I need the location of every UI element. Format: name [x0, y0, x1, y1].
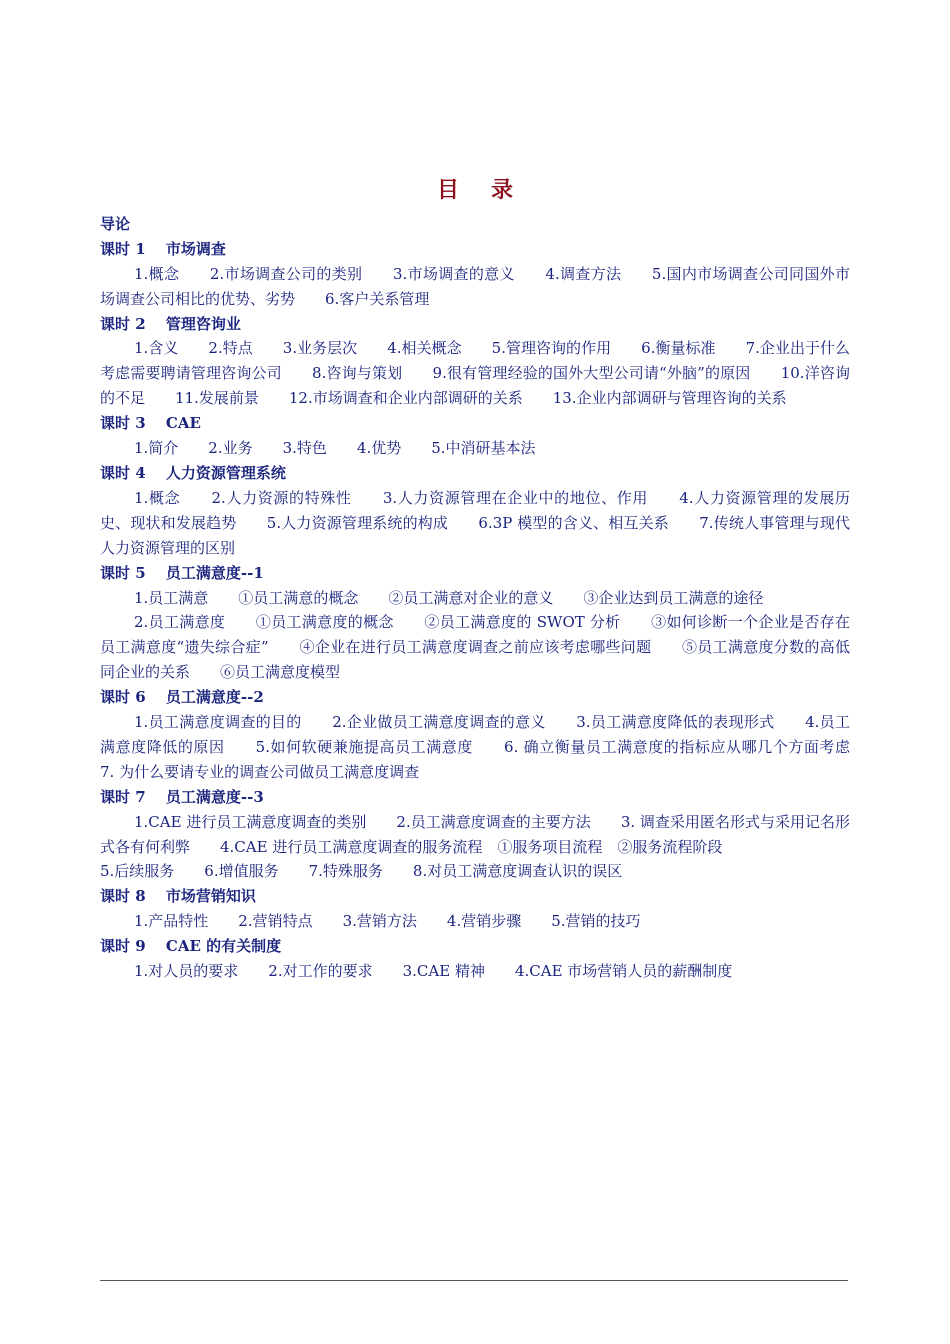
page-title: 目录 [436, 177, 545, 203]
lesson-3-heading: 课时 3 CAE [100, 414, 201, 433]
lesson-4-heading: 课时 4 人力资源管理系统 [100, 464, 286, 482]
lesson-2-heading: 课时 2 管理咨询业 [100, 314, 241, 333]
intro-heading: 导论 [100, 215, 131, 233]
lesson-6-heading: 课时 6 员工满意度--2 [100, 688, 264, 707]
table-of-contents [100, 212, 870, 984]
lesson-7-topics: 1.CAE 进行员工满意度调查的类别 2.员工满意度调查的主要方法 3. 调查采用匿名形式与采用记名形式各有何利弊 4.CAE 进行员工满意度调查的服务流程 ①服务项目流程 ②服务流程阶段 [100, 812, 850, 856]
lesson-8-topics: 1.产品特性 2.营销特点 3.营销方法 4.营销步骤 5.营销的技巧 [134, 912, 641, 931]
lesson-4-topics: 1.概念 2.人力资源的特殊性 3.人力资源管理在企业中的地位、作用 4.人力资源管理的发展历史、现状和发展趋势 5.人力资源管理系统的构成 6.3P 模型的含义、相互关系 7.传统人事管理与现代人力资源管理的区别 [100, 488, 850, 557]
lesson-2-topics: 1.含义 2.特点 3.业务层次 4.相关概念 5.管理咨询的作用 6.衡量标准 7.企业出于什么考虑需要聘请管理咨询公司 8.咨询与策划 9.很有管理经验的国外大型公司请“外脑”的原因 10.洋咨询的不足 11.发展前景 12.市场调查和企业内部调研的关系 13.企业内部调研与管理咨询的关系 [100, 339, 850, 408]
lesson-1-heading: 课时 1 市场调查 [100, 239, 226, 258]
lesson-9-topics: 1.对人员的要求 2.对工作的要求 3.CAE 精神 4.CAE 市场营销人员的薪酬制度 [134, 962, 733, 981]
lesson-5-topics-a: 1.员工满意 ①员工满意的概念 ②员工满意对企业的意义 ③企业达到员工满意的途径 [134, 588, 764, 607]
footer-divider [100, 1280, 848, 1281]
lesson-9-heading: 课时 9 CAE 的有关制度 [100, 937, 282, 956]
lesson-5-topics-b: 2.员工满意度 ①员工满意度的概念 ②员工满意度的 SWOT 分析 ③如何诊断一个企业是否存在员工满意度“遗失综合症” ④企业在进行员工满意度调查之前应该考虑哪些问题 ⑤员工满意度分数的高低同企业的关系 ⑥员工满意度模型 [100, 613, 850, 682]
lesson-5-heading: 课时 5 员工满意度--1 [100, 563, 264, 582]
lesson-3-topics: 1.简介 2.业务 3.特色 4.优势 5.中消研基本法 [134, 439, 536, 458]
lesson-6-topics: 1.员工满意度调查的目的 2.企业做员工满意度调查的意义 3.员工满意度降低的表现形式 4.员工满意度降低的原因 5.如何软硬兼施提高员工满意度 6. 确立衡量员工满意度的指标应从哪几个方面考虑 7. 为什么要请专业的调查公司做员工满意度调查 [100, 713, 870, 781]
lesson-8-heading: 课时 8 市场营销知识 [100, 887, 256, 906]
lesson-7-heading: 课时 7 员工满意度--3 [100, 787, 264, 806]
lesson-7-topics-tail: 5.后续服务 6.增值服务 7.特殊服务 8.对员工满意度调查认识的误区 [100, 862, 623, 881]
lesson-1-topics: 1.概念 2.市场调查公司的类别 3.市场调查的意义 4.调查方法 5.国内市场调查公司同国外市场调查公司相比的优势、劣势 6.客户关系管理 [100, 264, 850, 308]
